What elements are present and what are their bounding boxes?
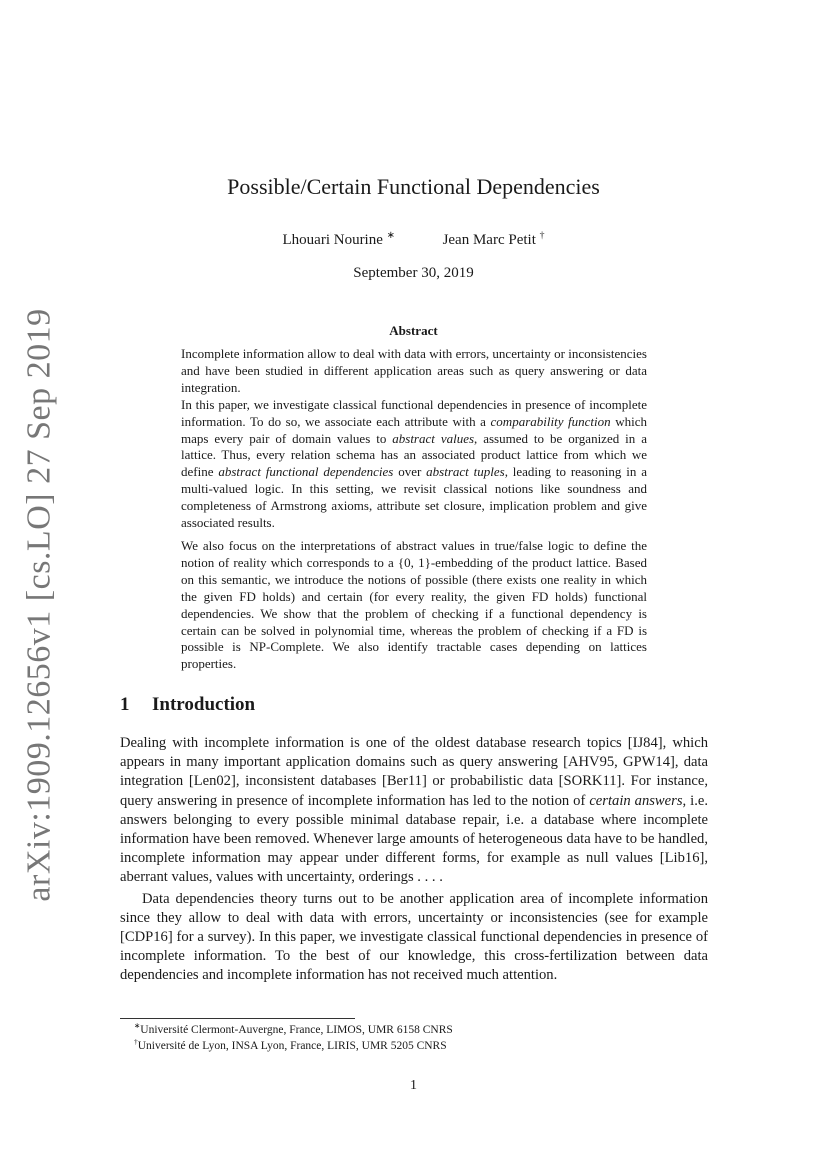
abstract-paragraph: We also focus on the interpretations of abstract values in true/false logic to define the notion of reality which corresponds to a {0, 1}-embedding of the product lattice. Based on this semantic, we introduce the notions of possible (there exists one reality in which the given FD holds) and certain (for every reality, the given FD holds) functional dependencies. We show that the problem of checking if a functional dependency is certain can be solved in polynomial time, whereas the problem of checking if a FD is possible is NP-Complete. We also identify tractable cases depending on lattices properties. [181,537,647,672]
abstract-heading: Abstract [389,323,438,338]
paper-title: Possible/Certain Functional Dependencies [227,174,600,199]
body-paragraph: Data dependencies theory turns out to be another application area of incomplete information since they allow to deal with data with errors, uncertainty or inconsistencies (see for example [CDP16] for a survey). In this paper, we investigate classical functional dependencies in presence of incomplete information. To the best of our knowledge, this cross-fertilization between data dependencies and incomplete information has not received much attention. [120,890,708,984]
author-list [0,232,827,249]
arxiv-identifier: arXiv:1909.12656v1 [cs.LO] 27 Sep 2019 [21,308,58,902]
section-number: 1 [120,694,130,715]
arxiv-sidebar [20,308,60,902]
section-title: Introduction [152,694,256,715]
abstract-paragraph: In this paper, we investigate classical functional dependencies in presence of incomplete information. To do so, we associate each attribute with a comparability function which maps every pair of domain values to abstract values, assumed to be organized in a lattice. Thus, every relation schema has an associated product lattice from which we define abstract functional dependencies over abstract tuples, leading to reasoning in a multi-valued logic. In this setting, we revisit classical notions like soundness and completeness of Armstrong axioms, attribute set closure, implication problem and give associated results. [181,396,647,531]
footnote-rule [120,1018,355,1019]
author-1: Lhouari Nourine ∗ [282,230,395,248]
footnote: †Université de Lyon, INSA Lyon, France, LIRIS, UMR 5205 CNRS [134,1037,447,1052]
body-paragraph: Dealing with incomplete information is one of the oldest database research topics [IJ84], which appears in many important application domains such as query answering [AHV95, GPW14], data integration [Len02], inconsistent databases [Ber11] or probabilistic data [SORK11]. For instance, query answering in presence of incomplete information has led to the notion of certain answers, i.e. answers belonging to every possible minimal database repair, i.e. a database where incomplete information have been removed. Whenever large amounts of heterogeneous data have to be handled, incomplete information may appear under different forms, for example as null values [Lib16], aberrant values, values with uncertainty, orderings . . . . [120,735,708,886]
page-number: 1 [410,1078,417,1093]
section-heading [120,694,710,716]
abstract-paragraph: Incomplete information allow to deal with data with errors, uncertainty or inconsistencies and have been studied in different application areas such as query answering or data integration. [181,346,647,395]
author-2: Jean Marc Petit † [442,230,545,248]
paper-date: September 30, 2019 [353,265,474,281]
section-body [120,734,708,986]
abstract-body [181,346,647,673]
footnotes [120,1022,708,1054]
footnote: ∗Université Clermont-Auvergne, France, LIMOS, UMR 6158 CNRS [134,1021,453,1036]
